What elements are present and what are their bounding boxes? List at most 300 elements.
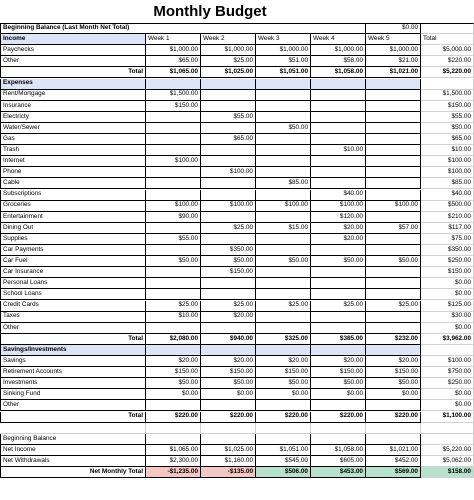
row-label[interactable]: Groceries — [0, 201, 146, 212]
week-5-cell[interactable] — [366, 400, 421, 411]
week-3-cell[interactable] — [256, 234, 311, 245]
week-3-cell[interactable]: $100.00 — [256, 201, 311, 212]
row-label[interactable]: Retirement Accounts — [0, 367, 146, 378]
week-1-cell[interactable]: $1,065.00 — [146, 67, 201, 78]
row-total-cell[interactable]: $0.00 — [421, 400, 474, 411]
week-2-cell[interactable]: $20.00 — [201, 312, 256, 323]
week-1-cell[interactable]: $90.00 — [146, 212, 201, 223]
row-label[interactable]: Net Monthly Total — [0, 467, 146, 478]
week-2-cell[interactable]: $25.00 — [201, 301, 256, 312]
week-2-cell[interactable]: $220.00 — [201, 412, 256, 423]
week-5-cell[interactable] — [366, 278, 421, 289]
week-3-cell[interactable]: $1,051.00 — [256, 67, 311, 78]
week-4-cell[interactable] — [311, 167, 366, 178]
week-1-cell[interactable]: $25.00 — [146, 301, 201, 312]
week-3-cell[interactable]: $50.00 — [256, 123, 311, 134]
expenses-section-header — [0, 79, 474, 90]
week-4-cell[interactable]: $453.00 — [311, 467, 366, 478]
week-3-cell[interactable] — [256, 245, 311, 256]
expenses-total-row — [0, 334, 474, 345]
section-fill[interactable] — [201, 345, 256, 356]
week-4-cell[interactable]: $50.00 — [311, 256, 366, 267]
blank-cell[interactable] — [201, 423, 256, 434]
week-4-cell[interactable]: $58.00 — [311, 56, 366, 67]
beginning-balance-row — [0, 23, 474, 34]
week-1-cell[interactable]: -$1,235.00 — [146, 467, 201, 478]
week-5-cell[interactable] — [366, 323, 421, 334]
row-total-cell[interactable]: $750.00 — [421, 367, 474, 378]
blank-cell[interactable] — [366, 423, 421, 434]
row-label[interactable]: Subscriptions — [0, 190, 146, 201]
week-3-cell[interactable] — [256, 190, 311, 201]
week-5-cell[interactable] — [366, 267, 421, 278]
week-4-cell[interactable] — [311, 323, 366, 334]
row-total-cell[interactable]: $85.00 — [421, 178, 474, 189]
week-4-cell[interactable] — [311, 90, 366, 101]
week-5-cell[interactable]: $0.00 — [366, 389, 421, 400]
week-2-cell[interactable]: $1,025.00 — [201, 67, 256, 78]
row-total-cell[interactable]: $75.00 — [421, 234, 474, 245]
week-5-cell[interactable] — [366, 112, 421, 123]
week-2-cell[interactable] — [201, 101, 256, 112]
week-2-header[interactable]: Week 2 — [201, 34, 256, 45]
row-label[interactable]: Investments — [0, 378, 146, 389]
week-3-cell[interactable] — [256, 156, 311, 167]
week-4-cell[interactable]: $25.00 — [311, 301, 366, 312]
week-4-cell[interactable]: $10.00 — [311, 145, 366, 156]
week-1-cell[interactable] — [146, 289, 201, 300]
row-label[interactable]: Total — [0, 67, 146, 78]
section-fill[interactable] — [366, 345, 421, 356]
week-1-cell[interactable] — [146, 278, 201, 289]
week-2-cell[interactable]: $50.00 — [201, 256, 256, 267]
week-5-cell[interactable] — [366, 134, 421, 145]
week-1-cell[interactable]: $2,080.00 — [146, 334, 201, 345]
row-total-cell[interactable]: $350.00 — [421, 245, 474, 256]
week-3-cell[interactable]: $15.00 — [256, 223, 311, 234]
week-4-cell[interactable]: $50.00 — [311, 378, 366, 389]
income-section-header[interactable]: Income — [0, 34, 146, 45]
week-1-cell[interactable]: $20.00 — [146, 356, 201, 367]
week-2-cell[interactable]: $55.00 — [201, 112, 256, 123]
week-3-cell[interactable]: $50.00 — [256, 378, 311, 389]
total-column-header[interactable]: Total — [421, 34, 474, 45]
week-5-cell[interactable]: $57.00 — [366, 223, 421, 234]
week-1-cell[interactable] — [146, 134, 201, 145]
beginning-balance-value[interactable]: $0.00 — [366, 23, 421, 34]
week-1-cell[interactable] — [146, 223, 201, 234]
week-4-cell[interactable] — [311, 112, 366, 123]
week-2-cell[interactable]: $1,000.00 — [201, 45, 256, 56]
row-label[interactable]: Sinking Fund — [0, 389, 146, 400]
week-5-cell[interactable] — [366, 289, 421, 300]
week-5-cell[interactable] — [366, 167, 421, 178]
week-1-cell[interactable] — [146, 112, 201, 123]
row-total-cell[interactable]: $5,000.00 — [421, 45, 474, 56]
row-total-cell[interactable] — [421, 434, 474, 445]
week-3-cell[interactable] — [256, 323, 311, 334]
week-4-cell[interactable]: $1,058.00 — [311, 445, 366, 456]
week-5-cell[interactable]: $21.00 — [366, 56, 421, 67]
week-2-cell[interactable]: $25.00 — [201, 56, 256, 67]
row-total-cell[interactable]: $500.00 — [421, 201, 474, 212]
week-1-cell[interactable] — [146, 145, 201, 156]
table-row — [0, 112, 474, 123]
week-3-cell[interactable]: $150.00 — [256, 367, 311, 378]
row-label[interactable]: Insurance — [0, 101, 146, 112]
table-row — [0, 445, 474, 456]
week-1-cell[interactable]: $65.00 — [146, 56, 201, 67]
week-1-cell[interactable] — [146, 400, 201, 411]
row-label[interactable]: Rent/Mortgage — [0, 90, 146, 101]
week-3-cell[interactable] — [256, 434, 311, 445]
week-5-cell[interactable] — [366, 212, 421, 223]
week-3-cell[interactable] — [256, 167, 311, 178]
week-2-cell[interactable]: $150.00 — [201, 367, 256, 378]
week-2-cell[interactable]: $100.00 — [201, 167, 256, 178]
week-2-cell[interactable]: $65.00 — [201, 134, 256, 145]
week-1-cell[interactable]: $1,500.00 — [146, 90, 201, 101]
row-total-cell[interactable]: $1,100.00 — [421, 412, 474, 423]
week-1-cell[interactable]: $220.00 — [146, 412, 201, 423]
week-2-cell[interactable]: $940.00 — [201, 334, 256, 345]
row-total-cell[interactable]: $100.00 — [421, 167, 474, 178]
week-3-cell[interactable]: $506.00 — [256, 467, 311, 478]
table-row — [0, 223, 474, 234]
row-label[interactable]: Credit Cards — [0, 301, 146, 312]
week-2-cell[interactable] — [201, 145, 256, 156]
table-row — [0, 190, 474, 201]
table-row — [0, 201, 474, 212]
week-4-cell[interactable]: $220.00 — [311, 412, 366, 423]
row-total-cell[interactable]: $0.00 — [421, 323, 474, 334]
table-row — [0, 178, 474, 189]
row-total-cell[interactable]: $150.00 — [421, 267, 474, 278]
row-label[interactable]: Net Withdrawals — [0, 456, 146, 467]
week-1-cell[interactable] — [146, 245, 201, 256]
week-5-cell[interactable]: $569.00 — [366, 467, 421, 478]
row-label[interactable]: Total — [0, 334, 146, 345]
beginning-balance-label[interactable]: Beginning Balance (Last Month Net Total) — [0, 23, 366, 34]
week-4-cell[interactable] — [311, 312, 366, 323]
row-label[interactable]: Electricty — [0, 112, 146, 123]
section-fill[interactable] — [256, 345, 311, 356]
table-row — [0, 378, 474, 389]
week-4-cell[interactable]: $385.00 — [311, 334, 366, 345]
week-5-cell[interactable]: $452.00 — [366, 456, 421, 467]
week-1-cell[interactable] — [146, 267, 201, 278]
week-5-cell[interactable] — [366, 145, 421, 156]
week-2-cell[interactable] — [201, 278, 256, 289]
week-2-cell[interactable] — [201, 400, 256, 411]
section-header[interactable]: Expenses — [0, 79, 146, 90]
week-1-cell[interactable]: $2,300.00 — [146, 456, 201, 467]
table-row — [0, 212, 474, 223]
week-2-cell[interactable] — [201, 156, 256, 167]
week-3-cell[interactable] — [256, 278, 311, 289]
week-5-cell[interactable] — [366, 312, 421, 323]
row-label[interactable]: Personal Loans — [0, 278, 146, 289]
week-3-cell[interactable] — [256, 267, 311, 278]
row-label[interactable]: Supplies — [0, 234, 146, 245]
row-label[interactable]: School Loans — [0, 289, 146, 300]
week-5-cell[interactable]: $1,021.00 — [366, 445, 421, 456]
week-5-cell[interactable]: $1,000.00 — [366, 45, 421, 56]
week-4-cell[interactable]: $100.00 — [311, 201, 366, 212]
row-label[interactable]: Car Payments — [0, 245, 146, 256]
week-3-cell[interactable]: $1,051.00 — [256, 445, 311, 456]
week-2-cell[interactable] — [201, 123, 256, 134]
week-2-cell[interactable]: $0.00 — [201, 389, 256, 400]
row-label[interactable]: Gas — [0, 134, 146, 145]
week-3-cell[interactable] — [256, 145, 311, 156]
week-2-cell[interactable]: $1,160.00 — [201, 456, 256, 467]
week-2-cell[interactable]: $150.00 — [201, 267, 256, 278]
week-5-cell[interactable]: $150.00 — [366, 367, 421, 378]
row-total-cell[interactable]: $3,962.00 — [421, 334, 474, 345]
week-5-cell[interactable]: $50.00 — [366, 256, 421, 267]
week-1-cell[interactable]: $150.00 — [146, 101, 201, 112]
row-total-cell[interactable]: $65.00 — [421, 134, 474, 145]
week-5-cell[interactable]: $220.00 — [366, 412, 421, 423]
row-total-cell[interactable]: $210.00 — [421, 212, 474, 223]
row-label[interactable]: Trash — [0, 145, 146, 156]
week-5-cell[interactable] — [366, 234, 421, 245]
blank-cell[interactable] — [421, 23, 474, 34]
week-5-cell[interactable] — [366, 101, 421, 112]
week-1-cell[interactable] — [146, 178, 201, 189]
week-3-cell[interactable]: $220.00 — [256, 412, 311, 423]
row-label[interactable]: Car Insurance — [0, 267, 146, 278]
row-total-cell[interactable]: $1,500.00 — [421, 90, 474, 101]
week-4-cell[interactable] — [311, 400, 366, 411]
week-4-cell[interactable] — [311, 134, 366, 145]
week-5-cell[interactable]: $1,021.00 — [366, 67, 421, 78]
week-1-cell[interactable] — [146, 190, 201, 201]
blank-cell[interactable] — [256, 423, 311, 434]
week-1-cell[interactable] — [146, 123, 201, 134]
row-label[interactable]: Beginning Balance — [0, 434, 146, 445]
row-label[interactable]: Phone — [0, 167, 146, 178]
week-2-cell[interactable]: $350.00 — [201, 245, 256, 256]
row-label[interactable]: Cable — [0, 178, 146, 189]
week-2-cell[interactable] — [201, 178, 256, 189]
row-label[interactable]: Car Fuel — [0, 256, 146, 267]
row-total-cell[interactable]: $50.00 — [421, 123, 474, 134]
week-5-cell[interactable]: $232.00 — [366, 334, 421, 345]
week-4-cell[interactable] — [311, 178, 366, 189]
week-2-cell[interactable] — [201, 323, 256, 334]
week-4-cell[interactable] — [311, 101, 366, 112]
week-3-cell[interactable]: $50.00 — [256, 256, 311, 267]
row-total-cell[interactable]: $250.00 — [421, 256, 474, 267]
week-4-cell[interactable]: $0.00 — [311, 389, 366, 400]
row-total-cell[interactable]: $10.00 — [421, 145, 474, 156]
row-label[interactable]: Paychecks — [0, 45, 146, 56]
week-4-cell[interactable]: $1,058.00 — [311, 67, 366, 78]
row-total-cell[interactable]: $0.00 — [421, 389, 474, 400]
section-fill[interactable] — [311, 79, 366, 90]
week-4-cell[interactable]: $150.00 — [311, 367, 366, 378]
week-4-cell[interactable]: $1,000.00 — [311, 45, 366, 56]
week-4-cell[interactable] — [311, 289, 366, 300]
row-total-cell[interactable]: $5,220.00 — [421, 445, 474, 456]
week-1-cell[interactable]: $10.00 — [146, 312, 201, 323]
week-4-cell[interactable]: $20.00 — [311, 234, 366, 245]
week-3-cell[interactable]: $0.00 — [256, 389, 311, 400]
row-total-cell[interactable]: $250.00 — [421, 378, 474, 389]
week-4-cell[interactable] — [311, 267, 366, 278]
week-1-cell[interactable]: $55.00 — [146, 234, 201, 245]
week-3-cell[interactable] — [256, 134, 311, 145]
week-1-cell[interactable] — [146, 434, 201, 445]
week-5-cell[interactable] — [366, 190, 421, 201]
week-2-cell[interactable] — [201, 234, 256, 245]
week-1-cell[interactable]: $150.00 — [146, 367, 201, 378]
week-1-cell[interactable]: $0.00 — [146, 389, 201, 400]
week-1-cell[interactable]: $50.00 — [146, 378, 201, 389]
week-2-cell[interactable]: $1,025.00 — [201, 445, 256, 456]
week-1-cell[interactable] — [146, 323, 201, 334]
row-total-cell[interactable]: $158.00 — [421, 467, 474, 478]
week-4-cell[interactable] — [311, 434, 366, 445]
week-3-cell[interactable]: $51.00 — [256, 56, 311, 67]
week-3-cell[interactable]: $325.00 — [256, 334, 311, 345]
week-2-cell[interactable]: $25.00 — [201, 223, 256, 234]
row-total-cell[interactable]: $150.00 — [421, 101, 474, 112]
week-3-cell[interactable] — [256, 212, 311, 223]
week-3-cell[interactable] — [256, 289, 311, 300]
week-3-cell[interactable] — [256, 112, 311, 123]
row-label[interactable]: Entertainment — [0, 212, 146, 223]
week-5-cell[interactable] — [366, 90, 421, 101]
week-5-cell[interactable]: $100.00 — [366, 201, 421, 212]
week-1-cell[interactable]: $100.00 — [146, 156, 201, 167]
week-3-cell[interactable]: $545.00 — [256, 456, 311, 467]
savings-section-header — [0, 345, 474, 356]
week-5-header[interactable]: Week 5 — [366, 34, 421, 45]
week-4-cell[interactable]: $120.00 — [311, 212, 366, 223]
week-1-cell[interactable]: $1,000.00 — [146, 45, 201, 56]
week-4-cell[interactable]: $20.00 — [311, 356, 366, 367]
week-3-cell[interactable] — [256, 400, 311, 411]
week-5-cell[interactable] — [366, 178, 421, 189]
row-label[interactable]: Other — [0, 323, 146, 334]
week-5-cell[interactable] — [366, 156, 421, 167]
week-4-cell[interactable] — [311, 278, 366, 289]
row-total-cell[interactable]: $5,062.00 — [421, 456, 474, 467]
week-3-cell[interactable]: $20.00 — [256, 356, 311, 367]
week-2-cell[interactable]: $50.00 — [201, 378, 256, 389]
row-label[interactable]: Water/Sewer — [0, 123, 146, 134]
week-4-cell[interactable]: $40.00 — [311, 190, 366, 201]
table-row — [0, 323, 474, 334]
row-total-cell[interactable]: $100.00 — [421, 356, 474, 367]
week-3-cell[interactable] — [256, 90, 311, 101]
week-3-header[interactable]: Week 3 — [256, 34, 311, 45]
blank-cell[interactable] — [421, 345, 474, 356]
row-label[interactable]: Other — [0, 400, 146, 411]
spacer-row — [0, 423, 474, 434]
week-2-cell[interactable]: $20.00 — [201, 356, 256, 367]
row-total-cell[interactable]: $40.00 — [421, 190, 474, 201]
table-row — [0, 245, 474, 256]
row-label[interactable]: Net Income — [0, 445, 146, 456]
week-2-cell[interactable] — [201, 289, 256, 300]
week-2-cell[interactable] — [201, 212, 256, 223]
week-1-header[interactable]: Week 1 — [146, 34, 201, 45]
week-5-cell[interactable] — [366, 245, 421, 256]
blank-cell[interactable] — [311, 423, 366, 434]
week-5-cell[interactable]: $20.00 — [366, 356, 421, 367]
week-1-cell[interactable]: $100.00 — [146, 201, 201, 212]
week-5-cell[interactable] — [366, 123, 421, 134]
week-5-cell[interactable]: $25.00 — [366, 301, 421, 312]
week-2-cell[interactable] — [201, 434, 256, 445]
week-3-cell[interactable] — [256, 312, 311, 323]
week-1-cell[interactable]: $1,065.00 — [146, 445, 201, 456]
row-total-cell[interactable]: $0.00 — [421, 289, 474, 300]
week-2-cell[interactable]: $100.00 — [201, 201, 256, 212]
row-total-cell[interactable]: $117.00 — [421, 223, 474, 234]
week-3-cell[interactable]: $25.00 — [256, 301, 311, 312]
row-total-cell[interactable]: $0.00 — [421, 278, 474, 289]
blank-cell[interactable] — [0, 423, 146, 434]
row-total-cell[interactable]: $30.00 — [421, 312, 474, 323]
week-2-cell[interactable] — [201, 90, 256, 101]
week-4-header[interactable]: Week 4 — [311, 34, 366, 45]
week-4-cell[interactable]: $605.00 — [311, 456, 366, 467]
blank-cell[interactable] — [421, 423, 474, 434]
week-4-cell[interactable] — [311, 245, 366, 256]
row-total-cell[interactable]: $125.00 — [421, 301, 474, 312]
week-2-cell[interactable]: -$135.00 — [201, 467, 256, 478]
row-total-cell[interactable]: $55.00 — [421, 112, 474, 123]
row-label[interactable]: Dining Out — [0, 223, 146, 234]
row-label[interactable]: Taxes — [0, 312, 146, 323]
row-label[interactable]: Internet — [0, 156, 146, 167]
week-2-cell[interactable] — [201, 190, 256, 201]
week-5-cell[interactable]: $50.00 — [366, 378, 421, 389]
week-3-cell[interactable]: $1,000.00 — [256, 45, 311, 56]
section-fill[interactable] — [366, 79, 421, 90]
week-5-cell[interactable] — [366, 434, 421, 445]
section-fill[interactable] — [146, 79, 201, 90]
week-1-cell[interactable]: $50.00 — [146, 256, 201, 267]
section-header[interactable]: Savings/Investments — [0, 345, 146, 356]
week-1-cell[interactable] — [146, 167, 201, 178]
row-total-cell[interactable]: $100.00 — [421, 156, 474, 167]
section-fill[interactable] — [201, 79, 256, 90]
blank-cell[interactable] — [146, 423, 201, 434]
week-4-cell[interactable] — [311, 156, 366, 167]
row-label[interactable]: Total — [0, 412, 146, 423]
week-4-cell[interactable] — [311, 123, 366, 134]
row-total-cell[interactable]: $220.00 — [421, 56, 474, 67]
blank-cell[interactable] — [421, 79, 474, 90]
section-fill[interactable] — [256, 79, 311, 90]
section-fill[interactable] — [146, 345, 201, 356]
week-4-cell[interactable]: $20.00 — [311, 223, 366, 234]
row-label[interactable]: Savings — [0, 356, 146, 367]
table-row — [0, 167, 474, 178]
section-fill[interactable] — [311, 345, 366, 356]
week-3-cell[interactable]: $85.00 — [256, 178, 311, 189]
row-label[interactable]: Other — [0, 56, 146, 67]
row-total-cell[interactable]: $5,220.00 — [421, 67, 474, 78]
week-3-cell[interactable] — [256, 101, 311, 112]
income-total-row — [0, 67, 474, 78]
